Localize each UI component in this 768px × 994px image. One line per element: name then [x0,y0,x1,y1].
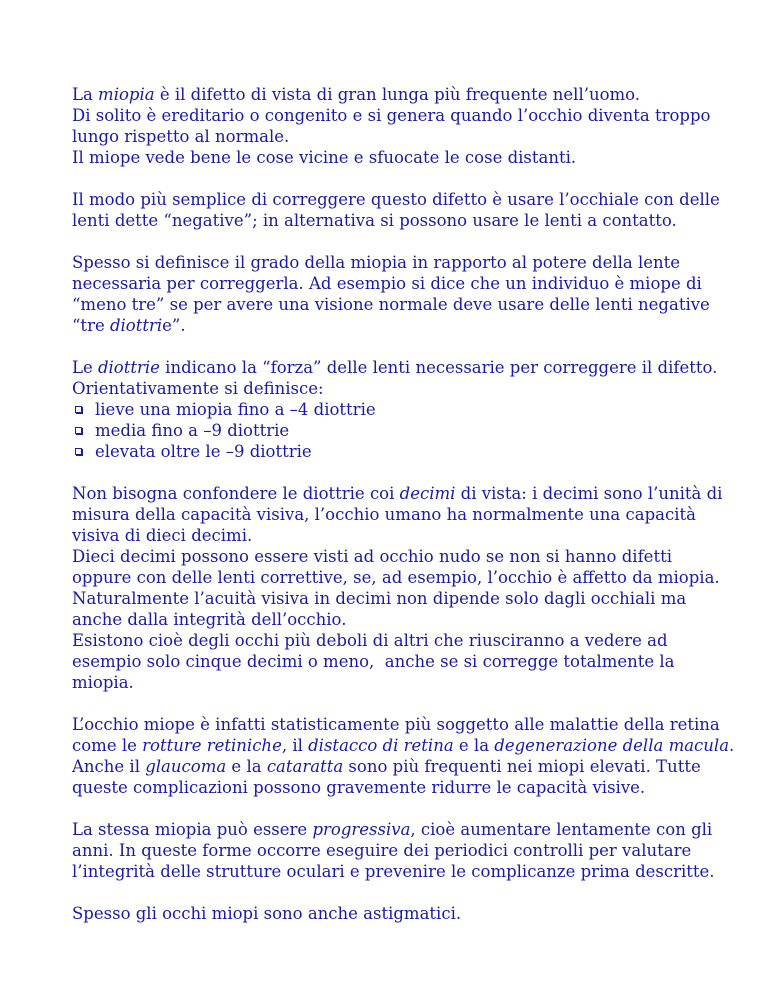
italic-term: distacco di retina [308,736,454,755]
checkbox-square-icon [75,427,82,434]
text-line: Spesso gli occhi miopi sono anche astigmatici. [72,904,462,923]
text-line: anche dalla integrità dell’occhio. [72,610,347,629]
list-item: media fino a –9 diottrie [72,420,712,441]
italic-term: diottrie [97,358,160,377]
text-line: Anche il glaucoma e la cataratta sono più frequenti nei miopi elevati. Tutte [72,757,701,776]
text-line: “tre diottrie”. [72,316,186,335]
italic-term: rotture retiniche [142,736,282,755]
text-line: Il modo più semplice di correggere questo difetto è usare l’occhiale con delle [72,190,720,209]
text-line: Spesso si definisce il grado della miopia in rapporto al potere della lente [72,253,681,272]
text-line: necessaria per correggerla. Ad esempio si dice che un individuo è miope di [72,274,702,293]
text-line: queste complicazioni possono gravemente ridurre le capacità visive. [72,778,646,797]
paragraph-progressive [72,819,715,882]
text-line: Esistono cioè degli occhi più deboli di altri che riusciranno a vedere ad [72,631,668,650]
paragraph-correction [72,189,720,231]
paragraph-miopia-definition [72,84,712,168]
text-line: Le diottrie indicano la “forza” delle lenti necessarie per correggere il difetto. [72,358,718,377]
text-line: miopia. [72,673,134,692]
list-item: lieve una miopia fino a –4 diottrie [72,399,712,420]
text-line: visiva di dieci decimi. [72,526,253,545]
text-line: lenti dette “negative”; in alternativa si possono usare le lenti a contatto. [72,211,677,230]
paragraph-astigmatism [72,903,712,924]
text-line: La stessa miopia può essere progressiva, cioè aumentare lentamente con gli [72,820,713,839]
text-line: Non bisogna confondere le diottrie coi decimi di vista: i decimi sono l’unità di [72,484,723,503]
text-line: La miopia è il difetto di vista di gran lunga più frequente nell’uomo. [72,85,641,104]
italic-term: degenerazione della macula [494,736,730,755]
document-page [72,84,735,945]
text-line: anni. In queste forme occorre eseguire dei periodici controlli per valutare [72,841,692,860]
text-line: Il miope vede bene le cose vicine e sfuocate le cose distanti. [72,148,577,167]
text-line: Naturalmente l’acuità visiva in decimi non dipende solo dagli occhiali ma [72,589,687,608]
text-line: Di solito è ereditario o congenito e si genera quando l’occhio diventa troppo [72,106,711,125]
text-line: esempio solo cinque decimi o meno, anche se si corregge totalmente la [72,652,675,671]
italic-term: decimi [399,484,456,503]
italic-term: glaucoma [145,757,227,776]
diottrie-list [72,399,712,462]
italic-term: diottri [109,316,163,335]
text-line: come le rotture retiniche, il distacco di retina e la degenerazione della macula. [72,736,735,755]
text-line: l’integrità delle strutture oculari e prevenire le complicanze prima descritte. [72,862,715,881]
checkbox-square-icon [75,448,82,455]
list-item: elevata oltre le –9 diottrie [72,441,712,462]
paragraph-decimi [72,483,723,693]
italic-term: miopia [98,85,155,104]
text-line: lungo rispetto al normale. [72,127,290,146]
text-line: oppure con delle lenti correttive, se, ad esempio, l’occhio è affetto da miopia. [72,568,720,587]
italic-term: cataratta [266,757,344,776]
paragraph-degree [72,252,712,336]
text-line: L’occhio miope è infatti statisticamente più soggetto alle malattie della retina [72,715,720,734]
paragraph-complications [72,714,735,798]
text-line: Dieci decimi possono essere visti ad occhio nudo se non si hanno difetti [72,547,672,566]
text-line: Orientativamente si definisce: [72,379,324,398]
paragraph-diottrie [72,357,718,462]
text-line: misura della capacità visiva, l’occhio umano ha normalmente una capacità [72,505,696,524]
checkbox-square-icon [75,406,82,413]
italic-term: progressiva [312,820,411,839]
text-line: “meno tre” se per avere una visione normale deve usare delle lenti negative [72,295,710,314]
